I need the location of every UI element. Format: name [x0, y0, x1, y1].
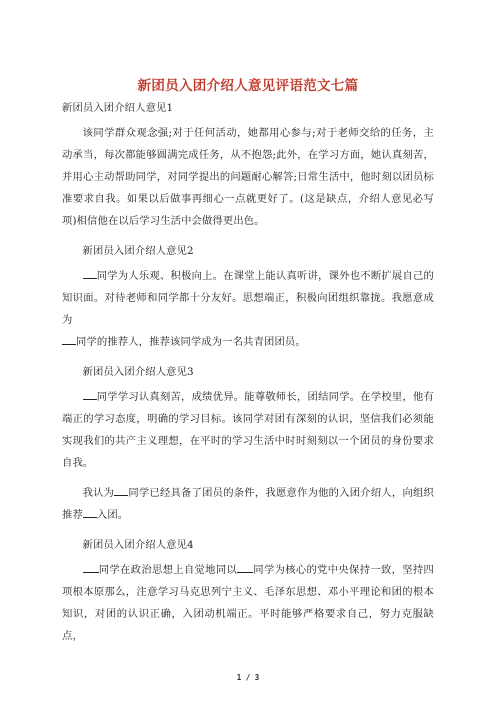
section-heading-4: 新团员入团介绍人意见4 [82, 539, 194, 551]
fill-blank [237, 561, 253, 573]
paragraph-5: 同学在政治思想上自觉地同以 同学为核心的党中央保持一致，坚持四项根本原那么，注意学习马克思列宁主义、毛泽东思想、邓小平理论和团的根本知识，对团的认识正确，入团动机端正。平时能够严格要求自己，努力克服缺点， [62, 559, 434, 647]
paragraph-3: 同学学习认真刻苦，成绩优异。能尊敬师长，团结同学。在学校里，他有端正的学习态度，明确的学习目标。该同学对团有深刻的认识，坚信我们必须能实现我们的共产主义理想，在平时的学习生活中时时刻刻以一个团员的身份要求自我。 [62, 386, 434, 474]
paragraph-1: 该同学群众观念强;对于任何活动，她都用心参与;对于老师交给的任务，主动承当，每次都能够圆满完成任务，从不抱怨;此外，在学习方面，她认真刻苦，并用心主动帮助同学，对同学提出的问题耐心解答;日常生活中，他时刻以团员标准要求自我。如果以后做事再细心一点就更好了。(这是缺点，介绍人意见必写项)相信他在以后学习生活中会做得更出色。 [62, 127, 434, 227]
section-heading-2: 新团员入团介绍人意见2 [82, 245, 194, 257]
section-heading-1: 新团员入团介绍人意见1 [62, 102, 174, 114]
document-title: 新团员入团介绍人意见评语范文七篇 [137, 78, 359, 94]
document-body [62, 97, 434, 655]
fill-blank [114, 484, 128, 496]
fill-blank [83, 506, 97, 518]
fill-blank [83, 267, 97, 279]
paragraph-4: 我认为 同学已经具备了团员的条件，我愿意作为他的入团介绍人，向组织推荐 入团。 [62, 482, 434, 526]
paragraph-2: 同学为人乐观、积极向上。在课堂上能认真听讲，课外也不断扩展自己的知识面。对待老师和同学都十分友好。思想端正，积极向团组织靠拢。我愿意成为 同学的推荐人，推荐该同学成为一名共青团团员。 [62, 265, 434, 353]
page-number: 1 / 3 [236, 673, 260, 682]
fill-blank [83, 561, 99, 573]
fill-blank [62, 333, 76, 345]
section-heading-3: 新团员入团介绍人意见3 [82, 366, 194, 378]
fill-blank [83, 388, 97, 400]
